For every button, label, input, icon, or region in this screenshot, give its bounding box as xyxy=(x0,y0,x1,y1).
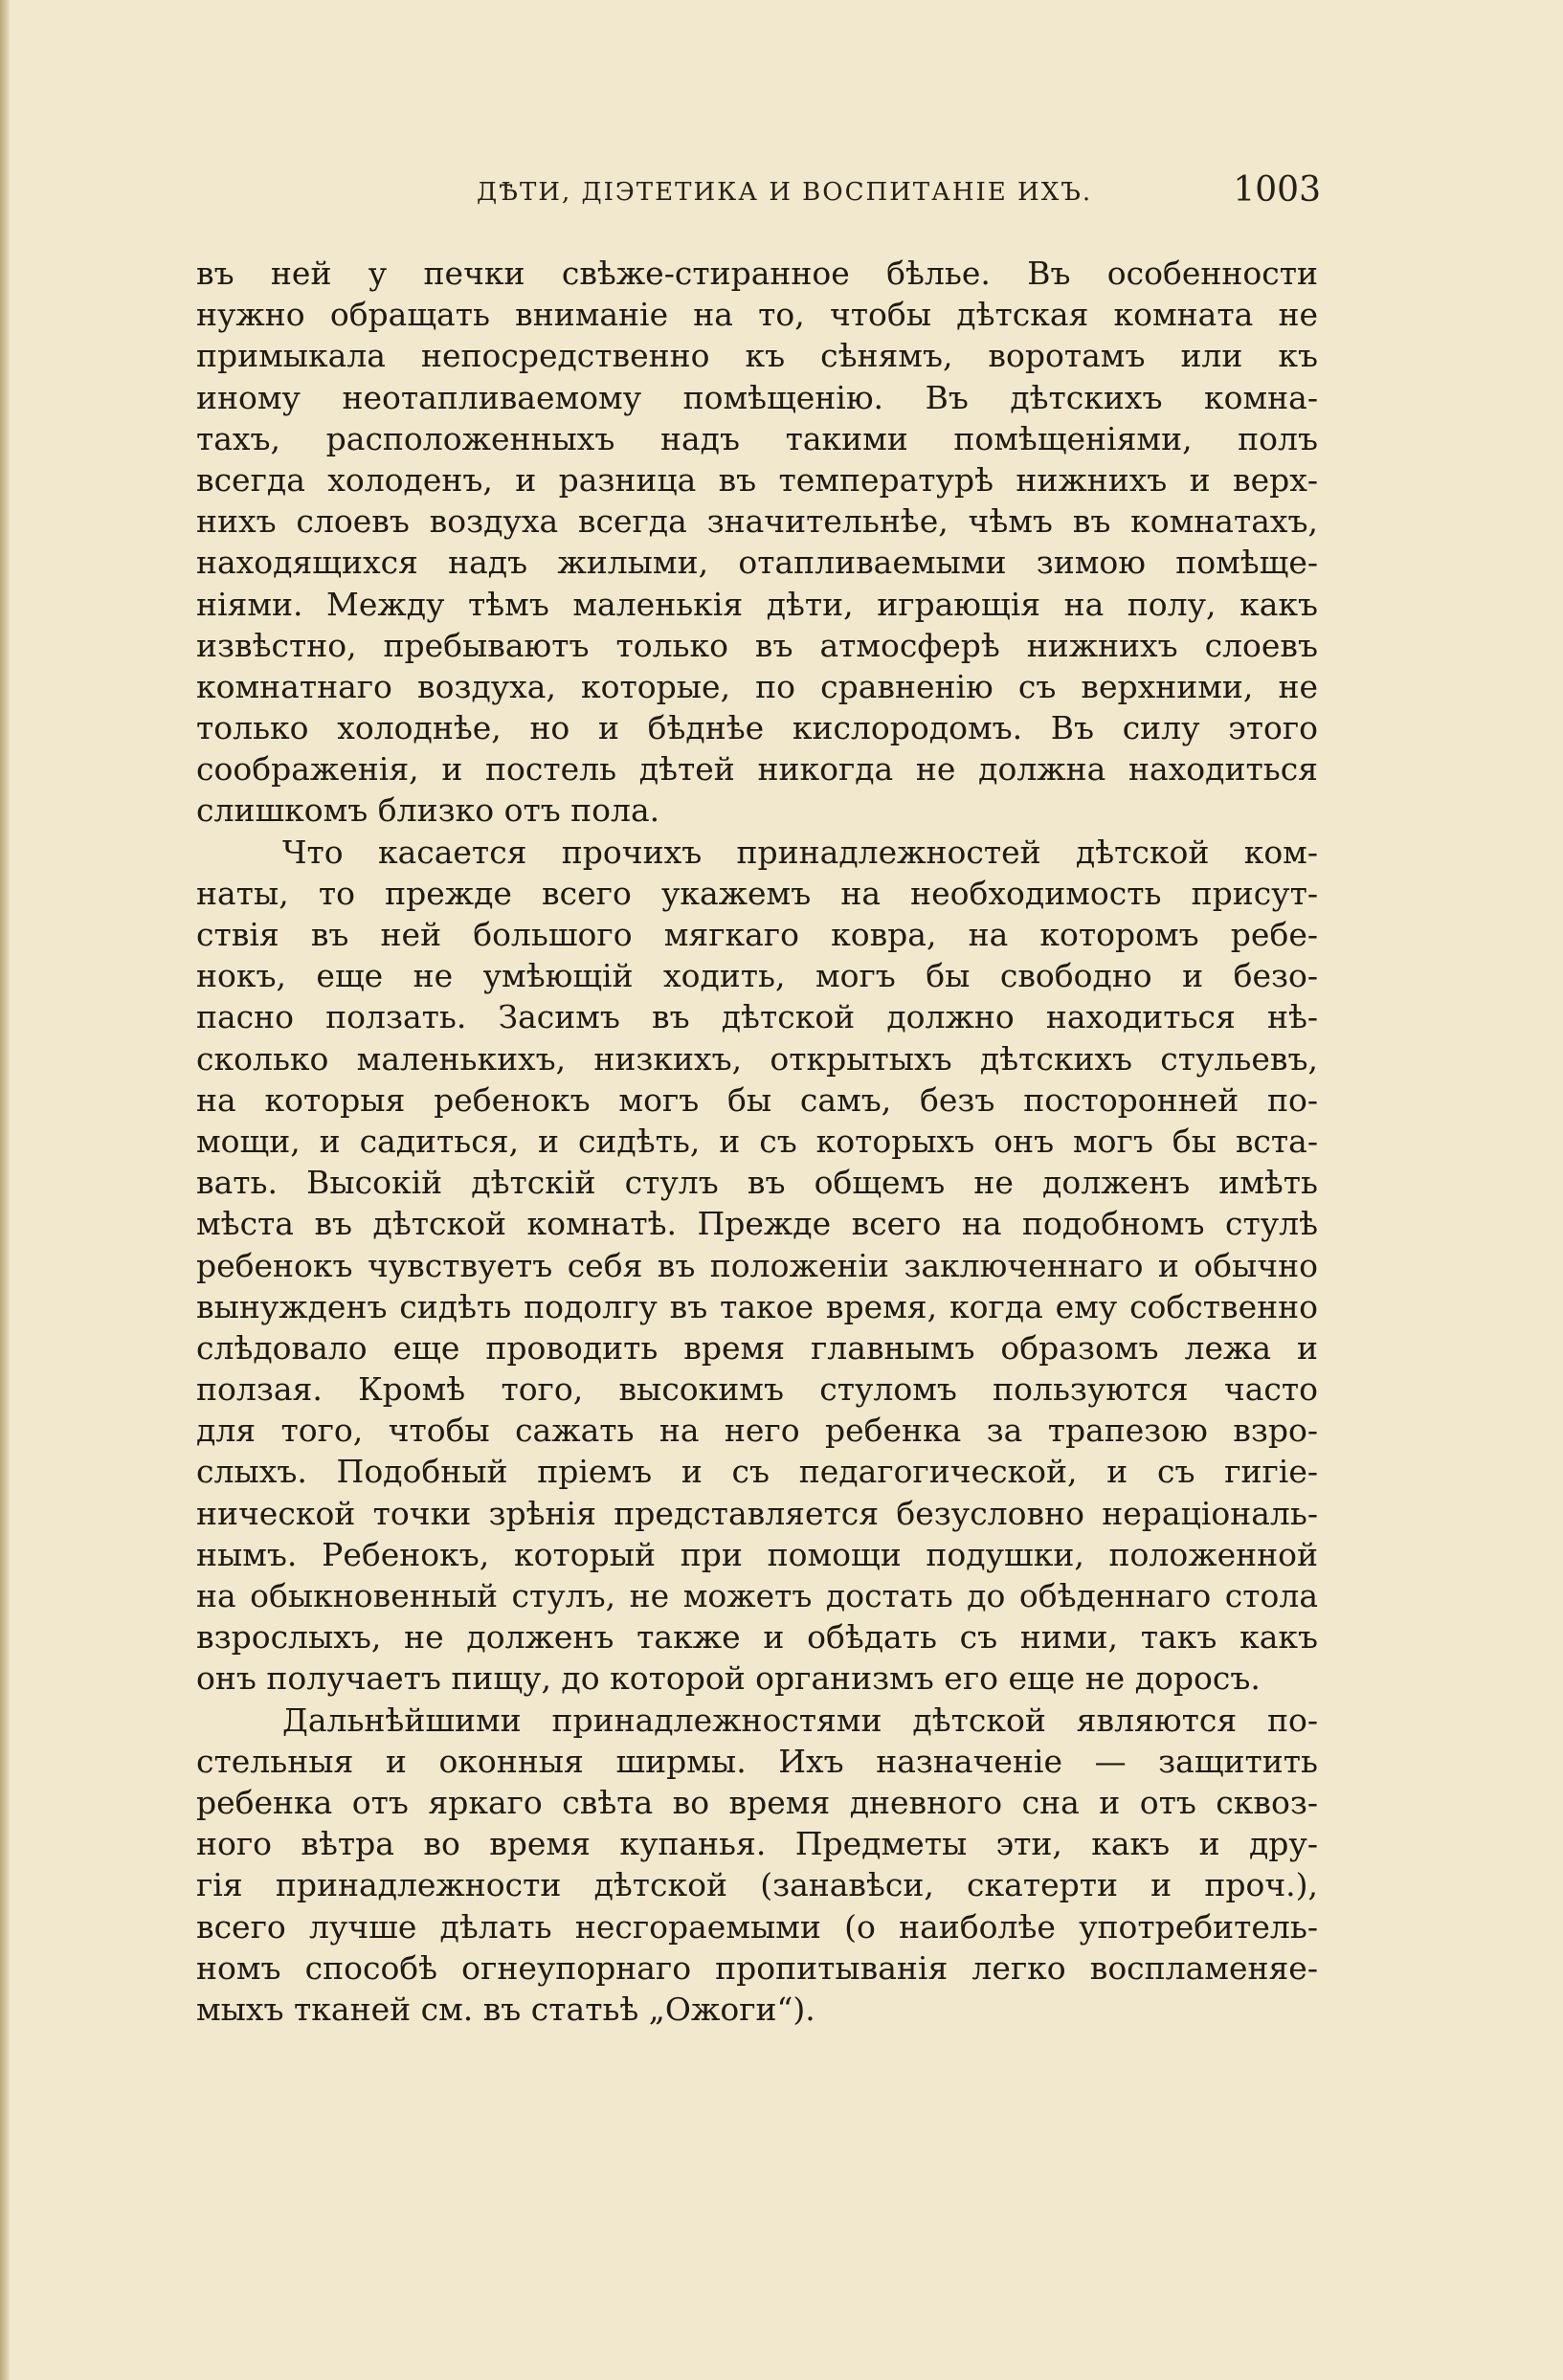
text-line: для того, чтобы сажать на него ребенка за трапезою взро- xyxy=(196,1412,1318,1450)
paragraph-start-line: Дальнѣйшими принадлежностями дѣтской являются по- xyxy=(282,1701,1318,1739)
text-line: иному неотапливаемому помѣщенію. Въ дѣтскихъ комна- xyxy=(196,378,1318,416)
text-line: на обыкновенный стулъ, не можетъ достать до обѣденнаго стола xyxy=(196,1577,1318,1614)
text-line: слѣдовало еще проводить время главнымъ образомъ лежа и xyxy=(196,1328,1318,1367)
page-header xyxy=(191,170,1321,218)
text-line: всего лучше дѣлать несгораемыми (о наиболѣе употребитель- xyxy=(196,1907,1318,1946)
text-line: слыхъ. Подобный пріемъ и съ педагогической, и съ гигіе- xyxy=(196,1453,1318,1491)
text-line: вать. Высокій дѣтскій стулъ въ общемъ не долженъ имѣть xyxy=(196,1164,1318,1202)
text-line: соображенія, и постель дѣтей никогда не должна находиться xyxy=(196,750,1318,789)
body-text xyxy=(196,253,1318,2030)
text-line: всегда холоденъ, и разница въ температурѣ нижнихъ и верх- xyxy=(196,460,1318,499)
text-line: сколько маленькихъ, низкихъ, открытыхъ дѣтскихъ стульевъ, xyxy=(196,1039,1318,1078)
paragraph-start-line: Что касается прочихъ принадлежностей дѣтской ком- xyxy=(282,833,1318,871)
text-line: мѣста въ дѣтской комнатѣ. Прежде всего на подобномъ стулѣ xyxy=(196,1205,1318,1243)
text-line: извѣстно, пребываютъ только въ атмосферѣ нижнихъ слоевъ xyxy=(196,626,1318,664)
text-line: находящихся надъ жилыми, отапливаемыми зимою помѣще- xyxy=(196,544,1318,582)
page-edge-shadow xyxy=(0,0,10,2380)
text-line: ствія въ ней большого мягкаго ковра, на которомъ ребе- xyxy=(196,916,1318,953)
text-line: тахъ, расположенныхъ надъ такими помѣщеніями, полъ xyxy=(196,419,1318,457)
running-title: ДѢТИ, ДІЭТЕТИКА И ВОСПИТАНІЕ ИХЪ. xyxy=(477,178,1093,207)
text-line: нымъ. Ребенокъ, который при помощи подушки, положенной xyxy=(196,1535,1318,1573)
text-line: мыхъ тканей см. въ статьѣ „Ожоги“). xyxy=(196,1990,815,2028)
text-line: ползая. Кромѣ того, высокимъ стуломъ пользуются часто xyxy=(196,1370,1318,1409)
text-line: ніями. Между тѣмъ маленькія дѣти, играющія на полу, какъ xyxy=(196,585,1318,623)
text-line: взрослыхъ, не долженъ также и обѣдать съ ними, такъ какъ xyxy=(196,1618,1318,1657)
text-line: гія принадлежности дѣтской (занавѣси, скатерти и проч.), xyxy=(196,1866,1318,1904)
text-line: ребенка отъ яркаго свѣта во время дневного сна и отъ сквоз- xyxy=(196,1783,1318,1821)
text-line: мощи, и садиться, и сидѣть, и съ которыхъ онъ могъ бы вста- xyxy=(196,1122,1318,1160)
text-line: наты, то прежде всего укажемъ на необходимость присут- xyxy=(196,874,1318,912)
text-line: нокъ, еще не умѣющій ходить, могъ бы свободно и безо- xyxy=(196,957,1318,995)
text-line: слишкомъ близко отъ пола. xyxy=(196,791,660,830)
text-line: примыкала непосредственно къ сѣнямъ, воротамъ или къ xyxy=(196,337,1318,375)
text-line: пасно ползать. Засимъ въ дѣтской должно находиться нѣ- xyxy=(196,998,1318,1036)
text-line: номъ способѣ огнеупорнаго пропитыванія легко воспламеняе- xyxy=(196,1948,1318,1987)
text-line: нихъ слоевъ воздуха всегда значительнѣе, чѣмъ въ комнатахъ, xyxy=(196,502,1318,541)
text-line: вынужденъ сидѣть подолгу въ такое время, когда ему собственно xyxy=(196,1287,1318,1325)
text-line: нужно обращать вниманіе на то, чтобы дѣтская комната не xyxy=(196,296,1318,334)
text-line: на которыя ребенокъ могъ бы самъ, безъ посторонней по- xyxy=(196,1080,1318,1119)
text-line: только холоднѣе, но и бѣднѣе кислородомъ. Въ силу этого xyxy=(196,709,1318,747)
text-line: ребенокъ чувствуетъ себя въ положеніи заключеннаго и обычно xyxy=(196,1246,1318,1284)
page-number: 1003 xyxy=(1233,170,1321,210)
text-line: ного вѣтра во время купанья. Предметы эти, какъ и дру- xyxy=(196,1825,1318,1863)
text-line: комнатнаго воздуха, которые, по сравненію съ верхними, не xyxy=(196,667,1318,705)
text-line: нической точки зрѣнія представляется безусловно нераціональ- xyxy=(196,1494,1318,1532)
text-line: въ ней у печки свѣже-стиранное бѣлье. Въ особенности xyxy=(196,255,1318,292)
text-line: онъ получаетъ пищу, до которой организмъ его еще не доросъ. xyxy=(196,1659,1261,1698)
text-line: стельныя и оконныя ширмы. Ихъ назначеніе — защитить xyxy=(196,1742,1318,1780)
